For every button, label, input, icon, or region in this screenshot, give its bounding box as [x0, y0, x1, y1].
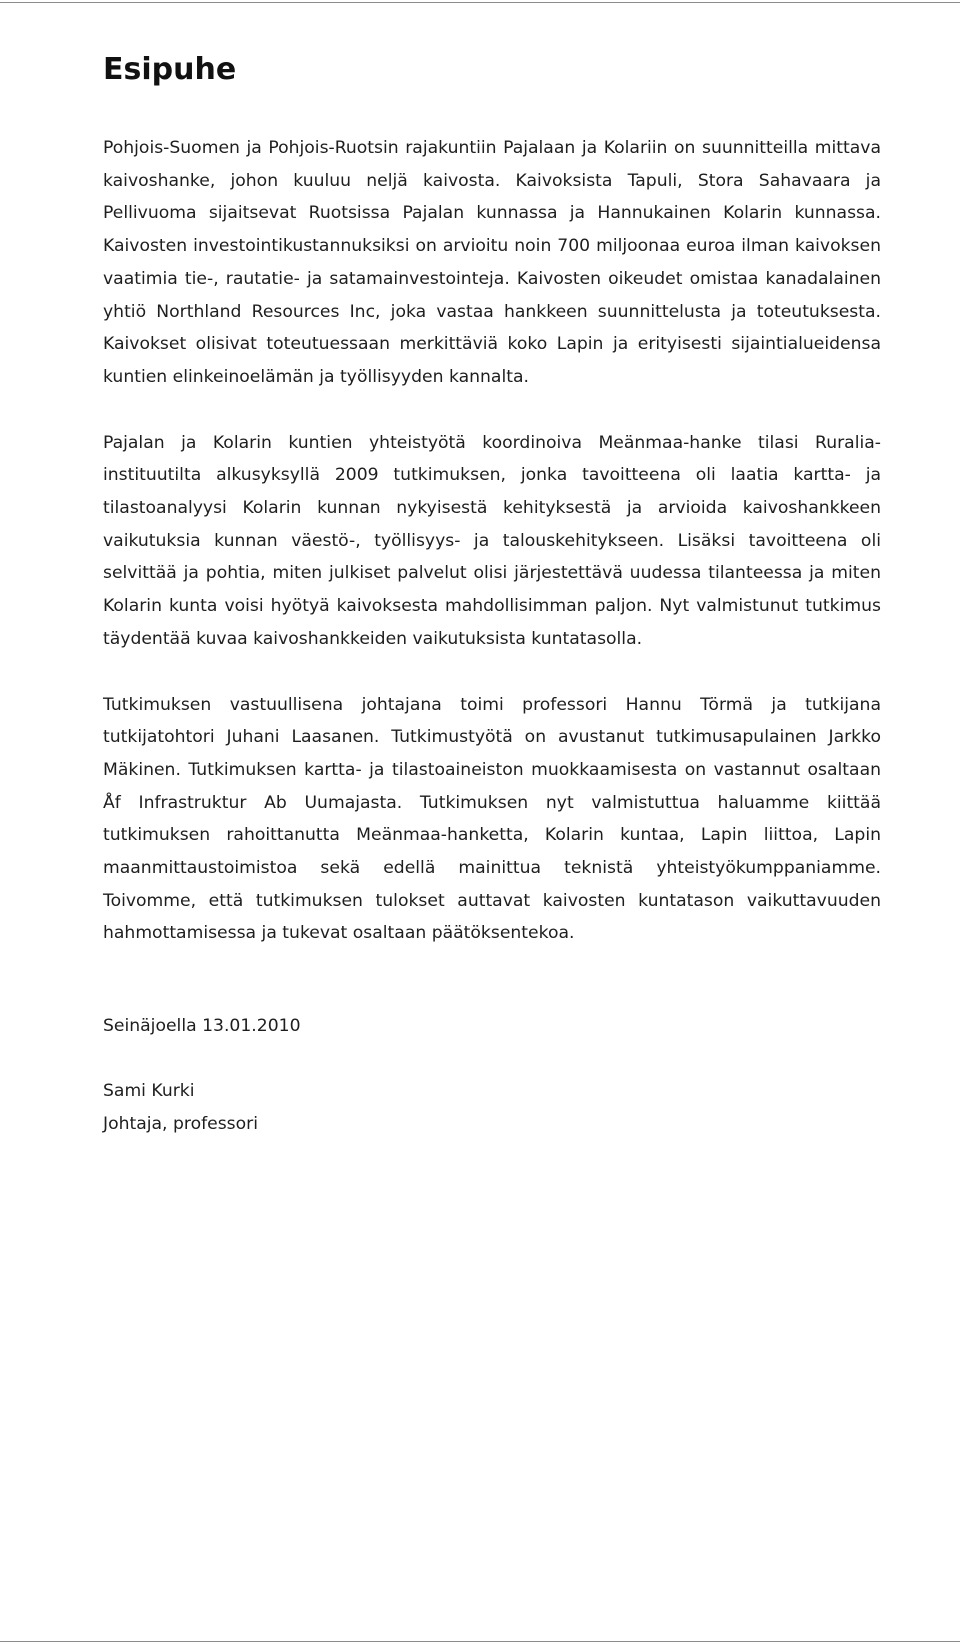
paragraph-2: Pajalan ja Kolarin kuntien yhteistyötä koordinoiva Meänmaa-hanke tilasi Ruralia-instituutilta alkusyksyllä 2009 tutkimuksen, jonka tavoitteena oli laatia kartta- ja tilastoanalyysi Kolarin kunnan nykyisestä kehityksestä ja arvioida kaivoshankkeen vaikutuksia kunnan väestö-, työllisyys- ja talouskehitykseen. Lisäksi tavoitteena oli selvittää ja pohtia, miten julkiset palvelut olisi järjestettävä uudessa tilanteessa ja miten Kolarin kunta voisi hyötyä kaivoksesta mahdollisimman paljon. Nyt valmistunut tutkimus täydentää kuvaa kaivoshankkeiden vaikutuksista kuntatasolla.	[103, 432, 881, 649]
top-rule	[0, 2, 960, 3]
body-text	[103, 132, 881, 950]
place-date: Seinäjoella 13.01.2010	[103, 1016, 301, 1037]
closing-block	[103, 1010, 881, 1140]
bottom-rule	[0, 1641, 960, 1642]
document-page	[103, 50, 881, 1140]
signer-name: Sami Kurki	[103, 1080, 195, 1101]
signer-title: Johtaja, professori	[103, 1113, 258, 1134]
paragraph-1: Pohjois-Suomen ja Pohjois-Ruotsin rajakuntiin Pajalaan ja Kolariin on suunnitteilla mittava kaivoshanke, johon kuuluu neljä kaivosta. Kaivoksista Tapuli, Stora Sahavaara ja Pellivuoma sijaitsevat Ruotsissa Pajalan kunnassa ja Hannukainen Kolarin kunnassa. Kaivosten investointikustannuksiksi on arvioitu noin 700 miljoonaa euroa ilman kaivoksen vaatimia tie-, rautatie- ja satamainvestointeja. Kaivosten oikeudet omistaa kanadalainen yhtiö Northland Resources Inc, joka vastaa hankkeen suunnittelusta ja toteutuksesta. Kaivokset olisivat toteutuessaan merkittäviä koko Lapin ja erityisesti sijaintialueidensa kuntien elinkeinoelämän ja työllisyyden kannalta.	[103, 138, 881, 387]
paragraph-3: Tutkimuksen vastuullisena johtajana toimi professori Hannu Törmä ja tutkijana tutkijatohtori Juhani Laasanen. Tutkimustyötä on avustanut tutkimusapulainen Jarkko Mäkinen. Tutkimuksen kartta- ja tilastoaineiston muokkaamisesta on vastannut osaltaan Åf Infrastruktur Ab Uumajasta. Tutkimuksen nyt valmistuttua haluamme kiittää tutkimuksen rahoittanutta Meänmaa-hanketta, Kolarin kuntaa, Lapin liittoa, Lapin maanmittaustoimistoa sekä edellä mainittua teknistä yhteistyökumppaniamme. Toivomme, että tutkimuksen tulokset auttavat kaivosten kuntatason vaikuttavuuden hahmottamisessa ja tukevat osaltaan päätöksentekoa.	[103, 694, 881, 944]
page-title: Esipuhe	[103, 52, 237, 87]
